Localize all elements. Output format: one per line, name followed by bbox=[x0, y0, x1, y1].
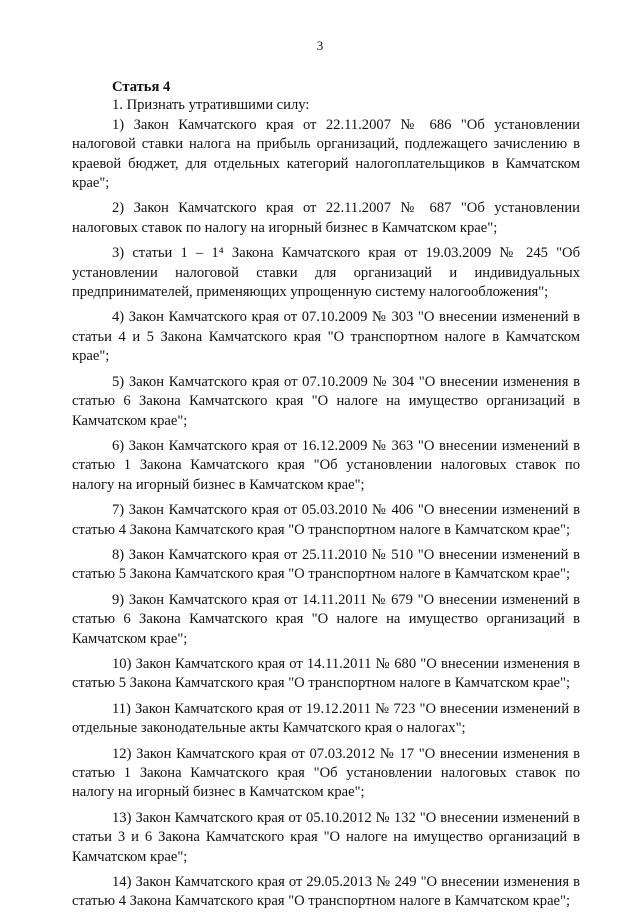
list-item: 10) Закон Камчатского края от 14.11.2011 № 680 "О внесении изменения в статью 5 Закона Камчатского края "О транспортном налоге в Камчатском крае"; bbox=[72, 655, 580, 692]
list-item: 6) Закон Камчатского края от 16.12.2009 № 363 "О внесении изменений в статью 1 Закона Камчатского края "Об установлении налоговых ставок по налогу на игорный бизнес в Камчатском крае"; bbox=[72, 437, 580, 493]
list-item: 13) Закон Камчатского края от 05.10.2012 № 132 "О внесении изменений в статьи 3 и 6 Закона Камчатского края "О налоге на имущество организаций в Камчатском крае"; bbox=[72, 809, 580, 865]
article-heading: Статья 4 bbox=[112, 79, 171, 95]
list-item: 4) Закон Камчатского края от 07.10.2009 № 303 "О внесении изменений в статьи 4 и 5 Закона Камчатского края "О транспортном налоге в Камчатском крае"; bbox=[72, 309, 580, 365]
article-intro: 1. Признать утратившими силу: bbox=[112, 97, 310, 114]
list-item: 2) Закон Камчатского края от 22.11.2007 № 687 "Об установлении налоговых ставок по налогу на игорный бизнес в Камчатском крае"; bbox=[72, 200, 580, 236]
repealed-laws-list bbox=[72, 116, 580, 912]
list-item: 7) Закон Камчатского края от 05.03.2010 № 406 "О внесении изменений в статью 4 Закона Камчатского края "О транспортном налоге в Камчатском крае"; bbox=[72, 502, 580, 538]
list-item: 8) Закон Камчатского края от 25.11.2010 № 510 "О внесении изменений в статью 5 Закона Камчатского края "О транспортном налоге в Камчатском крае"; bbox=[72, 546, 580, 583]
list-item: 14) Закон Камчатского края от 29.05.2013 № 249 "О внесении изменения в статью 4 Закона Камчатского края "О транспортном налоге в Камчатском крае"; bbox=[72, 874, 580, 910]
document-body bbox=[72, 78, 580, 918]
page-number: 3 bbox=[316, 38, 324, 53]
list-item: 9) Закон Камчатского края от 14.11.2011 № 679 "О внесении изменений в статью 6 Закона Камчатского края "О налоге на имущество организаций в Камчатском крае"; bbox=[72, 591, 580, 647]
list-item: 3) статьи 1 – 1⁴ Закона Камчатского края от 19.03.2009 № 245 "Об установлении налоговой ставки для организаций и индивидуальных предпринимателей, применяющих упрощенную систему налогообложения"; bbox=[72, 245, 580, 301]
list-item: 5) Закон Камчатского края от 07.10.2009 № 304 "О внесении изменения в статью 6 Закона Камчатского края "О налоге на имущество организаций в Камчатском крае"; bbox=[72, 373, 580, 429]
list-item: 1) Закон Камчатского края от 22.11.2007 № 686 "Об установлении налоговой ставки налога на прибыль организаций, подлежащего зачислению в краевой бюджет, для отдельных категорий налогоплательщиков в Камчатском крае"; bbox=[72, 116, 580, 192]
list-item: 12) Закон Камчатского края от 07.03.2012 № 17 "О внесении изменения в статью 1 Закона Камчатского края "Об установлении налоговых ставок по налогу на игорный бизнес в Камчатском крае"; bbox=[72, 745, 580, 801]
list-item: 11) Закон Камчатского края от 19.12.2011 № 723 "О внесении изменений в отдельные законодательные акты Камчатского края о налогах"; bbox=[72, 700, 580, 737]
